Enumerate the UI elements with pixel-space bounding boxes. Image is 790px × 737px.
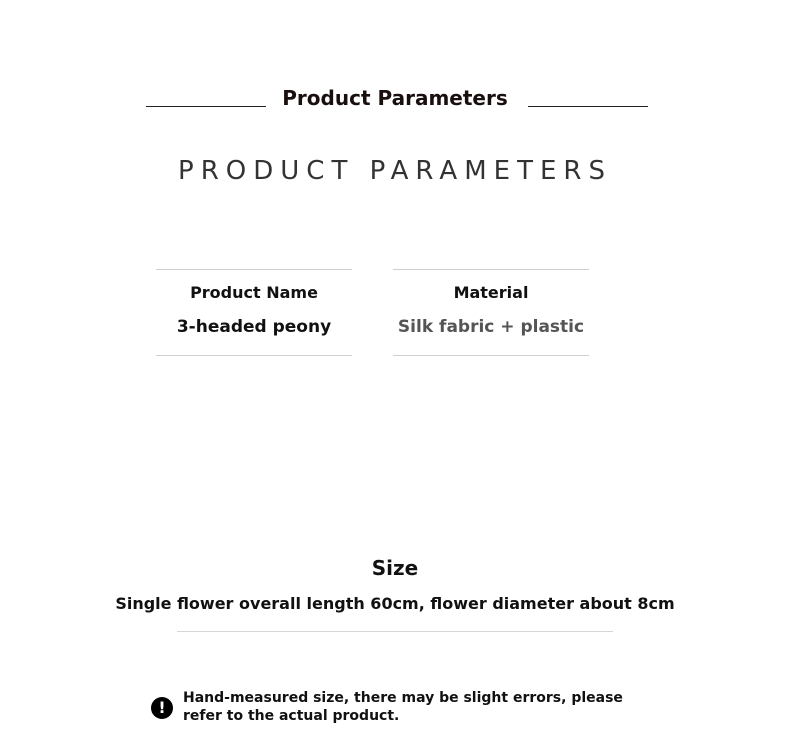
exclamation-icon: !	[151, 697, 173, 719]
title-rule-right	[528, 106, 648, 107]
page-subtitle: PRODUCT PARAMETERS	[178, 156, 612, 186]
parameter-value: 3-headed peony	[176, 317, 332, 337]
parameter-product-name	[156, 269, 352, 356]
size-heading: Size	[371, 556, 419, 580]
parameter-value: Silk fabric + plastic	[397, 317, 585, 337]
page-title: Product Parameters	[282, 86, 508, 110]
size-divider	[177, 631, 613, 632]
parameter-label: Product Name	[190, 283, 318, 302]
disclaimer-note: Hand-measured size, there may be slight errors, please refer to the actual product.	[183, 690, 623, 724]
parameter-label: Material	[453, 283, 529, 302]
parameter-material	[393, 269, 589, 356]
size-value: Single flower overall length 60cm, flower diameter about 8cm	[115, 594, 675, 613]
